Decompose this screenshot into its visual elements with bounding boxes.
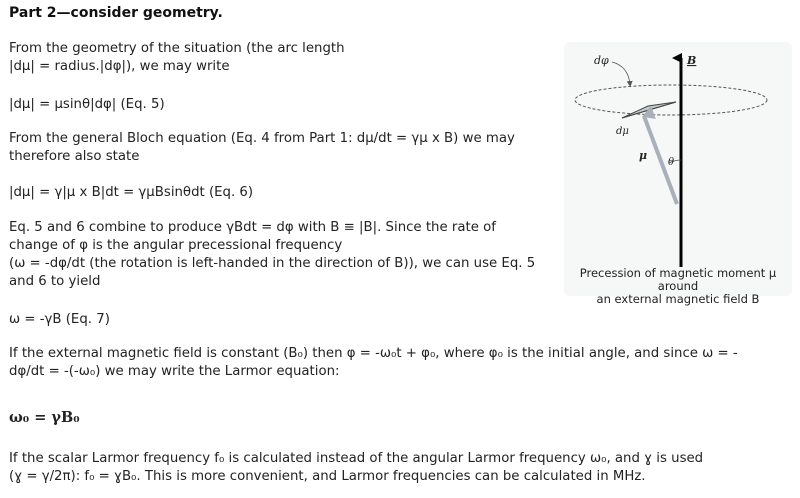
text-line: and 6 to yield bbox=[9, 274, 101, 289]
label-dphi: dφ bbox=[594, 54, 609, 67]
paragraph-bloch bbox=[9, 130, 555, 166]
text-line: (ω = -dφ/dt (the rotation is left-handed in the direction of B)), we can use Eq. 5 bbox=[9, 256, 536, 271]
text-line: therefore also state bbox=[9, 149, 140, 164]
precession-figure bbox=[564, 42, 792, 306]
label-field-b: B bbox=[687, 54, 697, 67]
precession-orbit bbox=[575, 85, 767, 115]
larmor-equation: ω₀ = γB₀ bbox=[9, 409, 80, 426]
paragraph-constant-field bbox=[9, 345, 793, 381]
text-line: If the external magnetic field is constant (B₀) then φ = -ω₀t + φ₀, where φ₀ is the initial angle, and since ω = - bbox=[9, 346, 738, 361]
dmu-edge bbox=[622, 102, 676, 118]
paragraph-arc-length bbox=[9, 40, 345, 76]
text-line: change of φ is the angular precessional frequency bbox=[9, 238, 343, 253]
dphi-pointer bbox=[612, 62, 630, 84]
text-line: If the scalar Larmor frequency f₀ is calculated instead of the angular Larmor frequency ω₀, and ɣ is used bbox=[9, 451, 704, 466]
caption-line: an external magnetic field B bbox=[596, 292, 760, 306]
equation-5: |dμ| = μsinθ|dφ| (Eq. 5) bbox=[9, 97, 165, 112]
caption-line: Precession of magnetic moment μ around bbox=[579, 266, 777, 293]
precession-diagram bbox=[564, 42, 792, 296]
figure-caption bbox=[566, 267, 790, 306]
paragraph-combine bbox=[9, 219, 557, 291]
paragraph-scalar-frequency bbox=[9, 450, 793, 486]
label-mu: μ bbox=[639, 149, 648, 162]
text-line: Eq. 5 and 6 combine to produce γBdt = dφ with B ≡ |B|. Since the rate of bbox=[9, 220, 496, 235]
text-line: From the general Bloch equation (Eq. 4 from Part 1: dμ/dt = γμ x B) we may bbox=[9, 131, 515, 146]
text-line: From the geometry of the situation (the arc length bbox=[9, 41, 345, 56]
text-line: dφ/dt = -(-ω₀) we may write the Larmor equation: bbox=[9, 364, 340, 379]
section-title: Part 2—consider geometry. bbox=[9, 5, 223, 21]
text-line: |dμ| = radius.|dφ|), we may write bbox=[9, 59, 230, 74]
equation-6: |dμ| = γ|μ x B|dt = γμBsinθdt (Eq. 6) bbox=[9, 185, 254, 200]
label-dmu: dμ bbox=[616, 126, 629, 137]
label-theta: θ bbox=[668, 157, 675, 168]
text-line: (ɣ = γ/2π): f₀ = ɣB₀. This is more convenient, and Larmor frequencies can be calculated in MHz. bbox=[9, 469, 646, 484]
equation-7: ω = -γB (Eq. 7) bbox=[9, 312, 110, 327]
